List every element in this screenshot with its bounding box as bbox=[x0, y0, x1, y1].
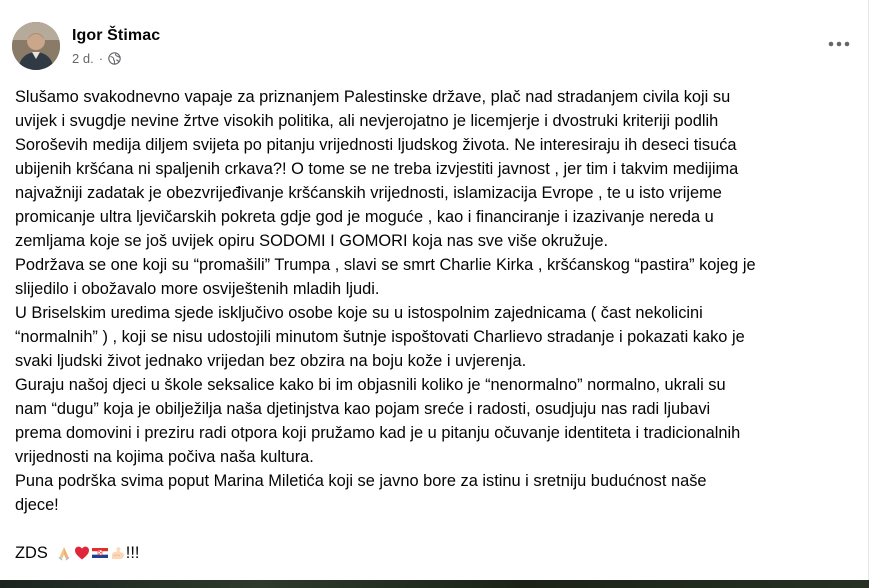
post-meta bbox=[72, 51, 121, 66]
signoff-text: ZDS bbox=[15, 544, 48, 562]
post-body-line: Guraju našoj djeci u škole seksalice kako bi im objasnili koliko je “nenormalno” normalno, ukrali su bbox=[15, 376, 726, 394]
post-body-line: djece! bbox=[15, 496, 59, 514]
red-heart-icon bbox=[74, 545, 90, 561]
flexed-biceps-icon bbox=[110, 545, 126, 561]
post-time[interactable]: 2 d. bbox=[72, 51, 94, 66]
post-body bbox=[15, 85, 860, 517]
meta-separator: · bbox=[98, 51, 104, 66]
post-body-line: svaki ljudski život jednako vrijedan bez obzira na boju kože i uvjerenja. bbox=[15, 352, 527, 370]
post-body-line: uvijek i svugdje nevine žrtve visokih politika, ali nevjerojatno je licemjerje i dvostruki kriteriji podlih bbox=[15, 112, 719, 130]
post-body-line: “normalnih” ) , koji se nisu udostojili minutom šutnje ispoštovati Charlievo stradanje i pokazati kako je bbox=[15, 328, 745, 346]
post-media-preview[interactable] bbox=[0, 580, 869, 588]
signoff-suffix: !!! bbox=[125, 544, 140, 562]
praying-hands-icon bbox=[56, 545, 72, 561]
more-options-button[interactable] bbox=[821, 26, 857, 62]
post-header bbox=[12, 22, 857, 72]
post-body-line: Puna podrška svima poput Marina Miletića koji se javno bore za istinu i sretniju budućnost naše bbox=[15, 472, 707, 490]
post-body-line: prema domovini i preziru radi otpora koji pružamo kad je u pitanju očuvanje identiteta i tradicionalnih bbox=[15, 424, 741, 442]
post-body-line: U Briselskim uredima sjede isključivo osobe koje su u istospolnim zajednicama ( čast nekolicini bbox=[15, 304, 703, 322]
post-body-line: ubijenih kršćana ni spaljenih crkava?! O tome se ne treba izvjestiti javnost , jer tim i takvim medijima bbox=[15, 160, 739, 178]
post-body-line: zemljama koje se još uvijek opiru SODOMI I GOMORI koja nas sve više okružuje. bbox=[15, 232, 608, 250]
post-body-line: Podržava se one koji su “promašili” Trumpa , slavi se smrt Charlie Kirka , kršćanskog “pastira” kojeg je bbox=[15, 256, 756, 274]
post-body-line: Soroševih medija diljem svijeta po pitanju vrijednosti ljudskog života. Ne interesiraju ih deseci tisuća bbox=[15, 136, 737, 154]
post-body-line: slijedilo i obožavalo more osviještenih mladih ljudi. bbox=[15, 280, 380, 298]
post-signoff bbox=[15, 541, 139, 565]
author-avatar[interactable] bbox=[12, 22, 60, 70]
avatar-photo bbox=[12, 22, 60, 70]
croatia-flag-icon bbox=[92, 545, 108, 561]
more-horizontal-icon bbox=[828, 41, 850, 47]
post-body-line: Slušamo svakodnevno vapaje za priznanjem Palestinske države, plač nad stradanjem civila koji su bbox=[15, 88, 731, 106]
post-body-line: promicanje ultra ljevičarskih pokreta gdje god je moguće , kao i financiranje i izazivanje nereda u bbox=[15, 208, 714, 226]
globe-icon[interactable] bbox=[108, 52, 121, 65]
author-name[interactable]: Igor Štimac bbox=[72, 27, 161, 44]
post-body-line: nam “dugu” koja je obilježilja naša djetinjstva kao pojam sreće i radosti, osudjuju nas radi ljubavi bbox=[15, 400, 711, 418]
post-body-line: vrijednosti na kojima počiva naša kultura. bbox=[15, 448, 314, 466]
post-body-line: najvažniji zadatak je obezvrijeđivanje kršćanskih vrijednosti, islamizacija Evrope , te u isto vrijeme bbox=[15, 184, 722, 202]
